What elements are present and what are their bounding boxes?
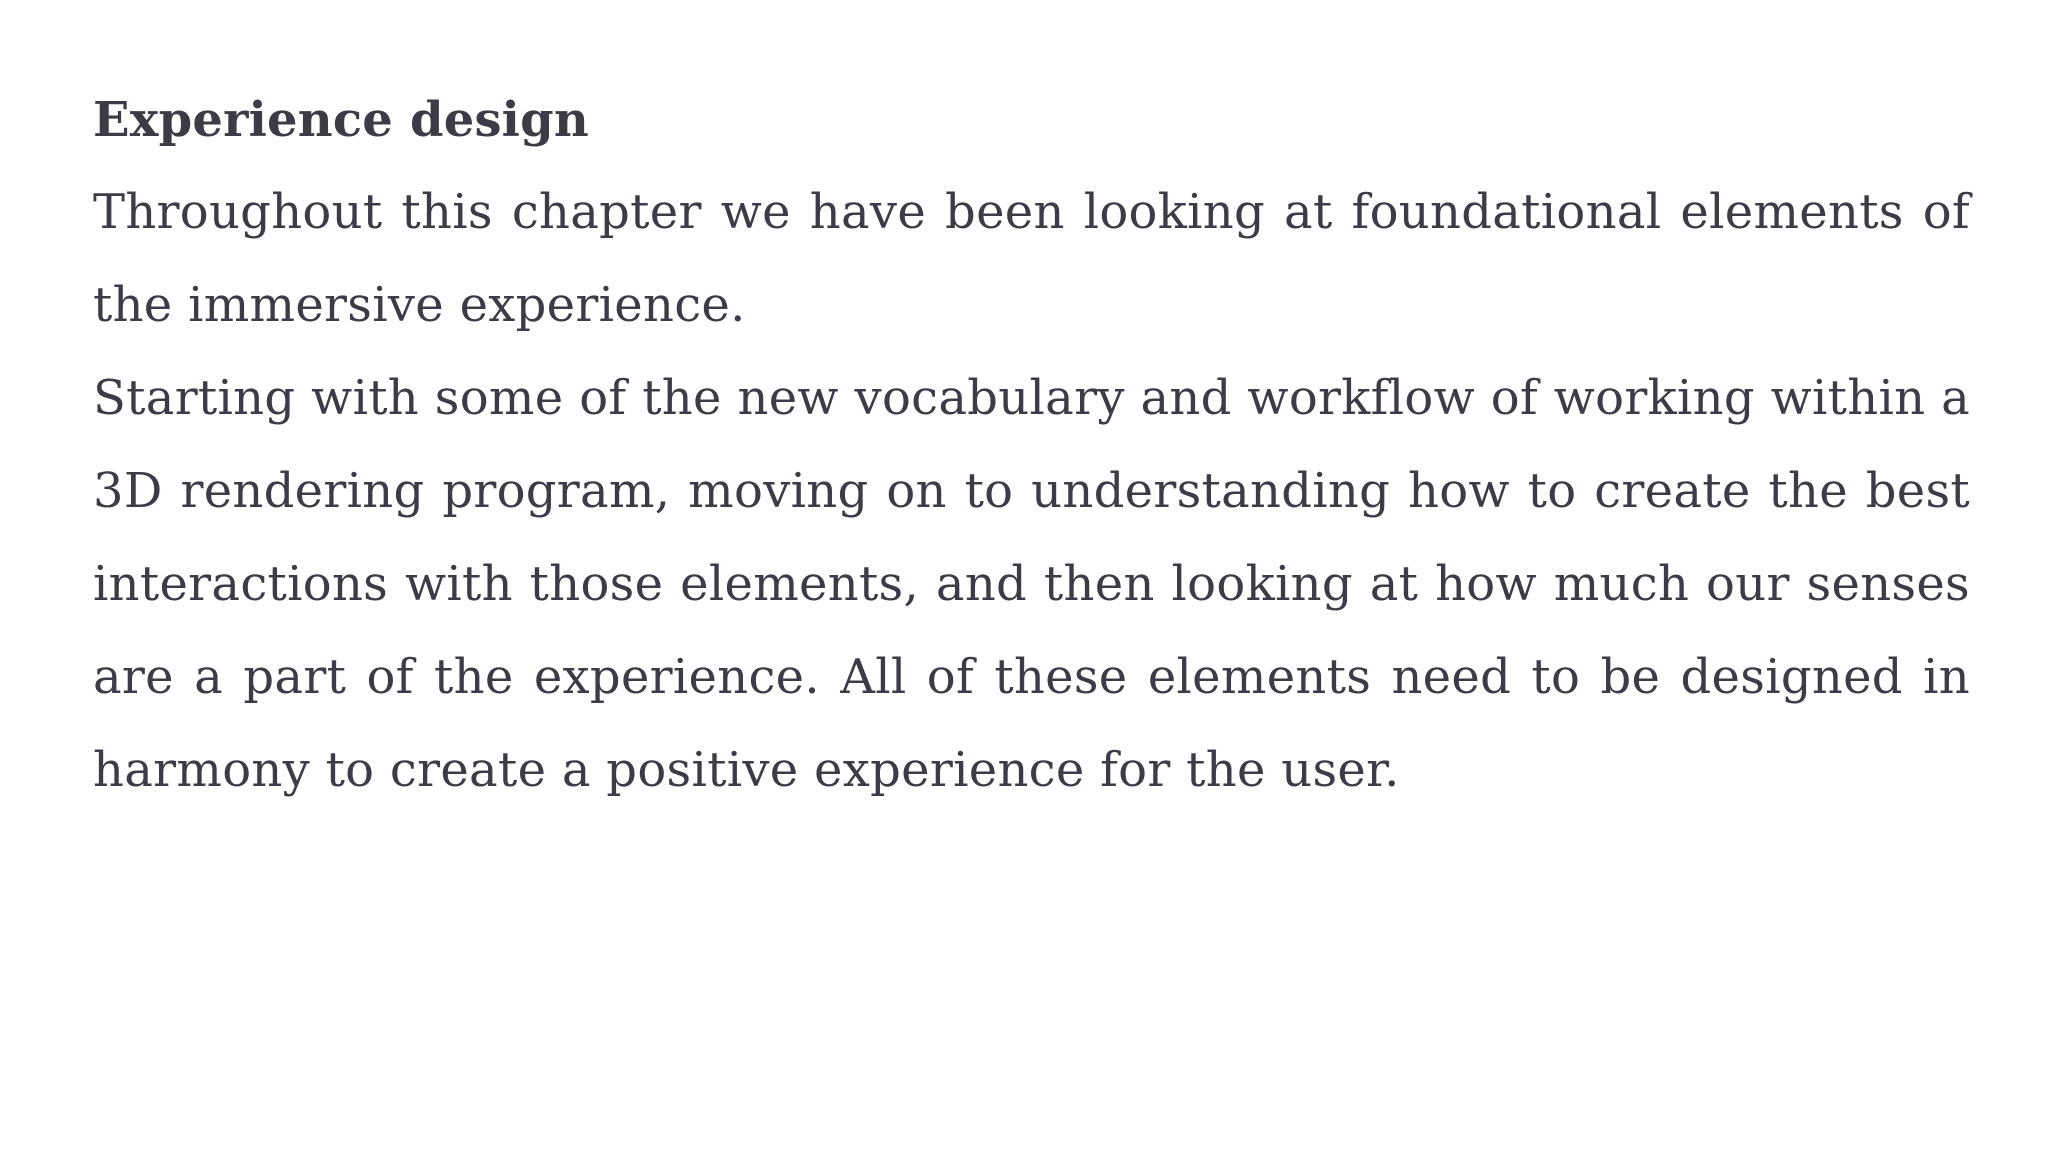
section-heading: Experience design [93, 92, 589, 148]
paragraph-intro: Throughout this chapter we have been looking at foundational elements of the immersive experience. [93, 184, 1970, 333]
paragraph-body: Starting with some of the new vocabulary and workflow of working within a 3D rendering program, moving on to understanding how to create the best interactions with those elements, and then looking at how much our senses are a part of the experience. All of these elements need to be designed in harmony to create a positive experience for the user. [93, 370, 1970, 798]
document-page [93, 88, 1970, 817]
